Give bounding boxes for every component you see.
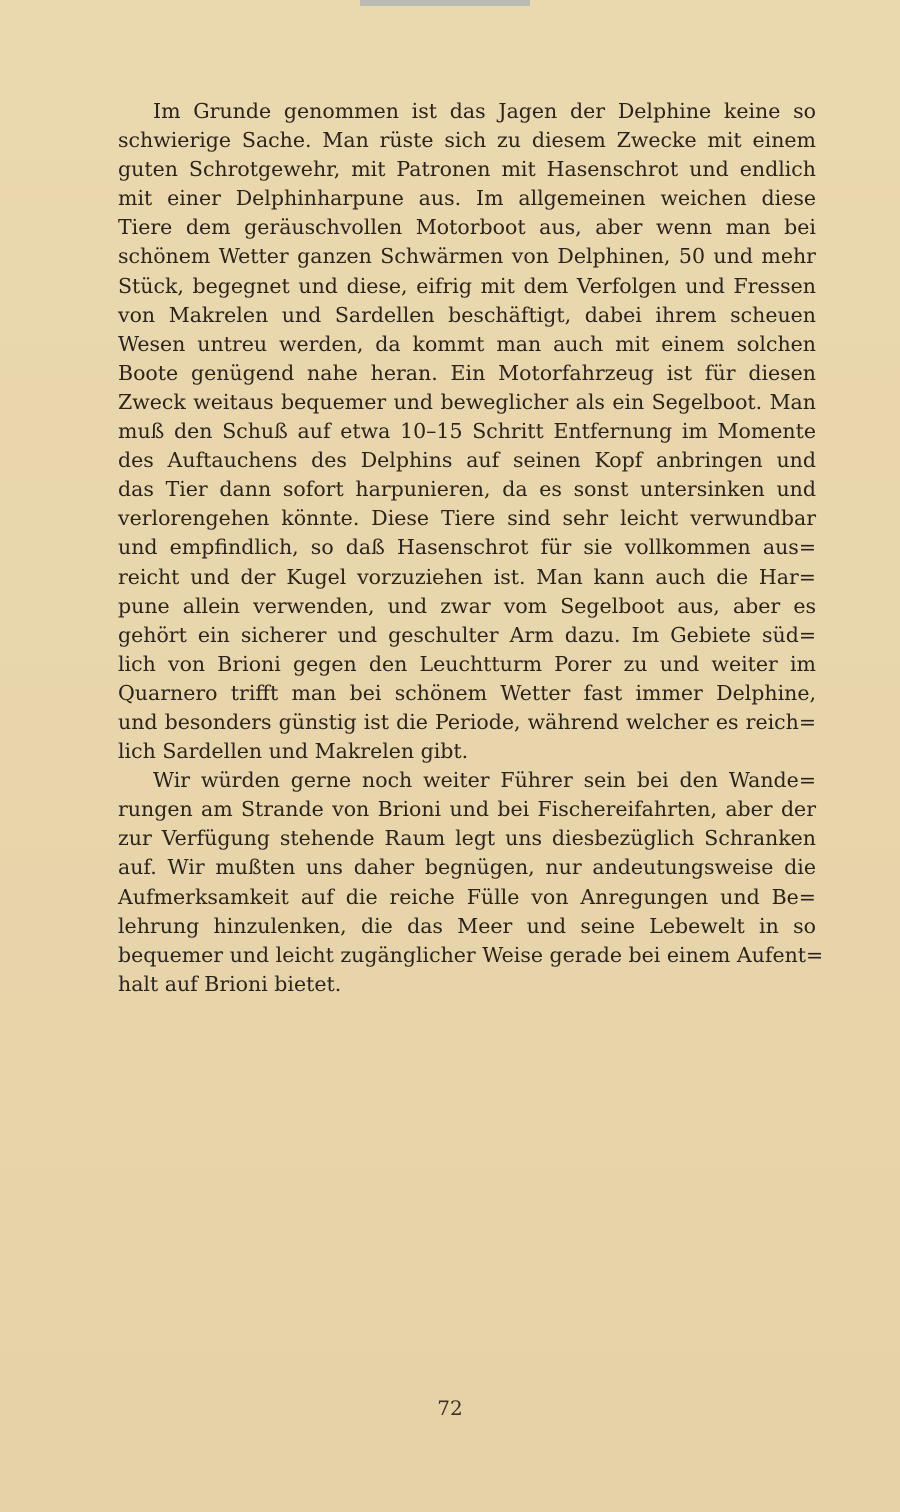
text-line: das Tier dann sofort harpunieren, da es sonst untersinken und	[118, 477, 816, 502]
text-line: mit einer Delphinharpune aus. Im allgemeinen weichen diese	[118, 186, 816, 211]
text-line: des Auftauchens des Delphins auf seinen Kopf anbringen und	[118, 448, 816, 473]
text-line: Stück, begegnet und diese, eifrig mit dem Verfolgen und Fressen	[118, 273, 816, 298]
text-line: lich Sardellen und Makrelen gibt.	[118, 739, 469, 764]
text-line: muß den Schuß auf etwa 10–15 Schritt Entfernung im Momente	[118, 419, 816, 444]
text-line: Tiere dem geräuschvollen Motorboot aus, aber wenn man bei	[118, 215, 816, 240]
text-line: lich von Brioni gegen den Leuchtturm Porer zu und weiter im	[118, 651, 816, 676]
text-line: schwierige Sache. Man rüste sich zu diesem Zwecke mit einem	[118, 128, 816, 153]
page-edge-stain	[360, 0, 530, 6]
body-text	[118, 97, 824, 999]
text-line: Quarnero trifft man bei schönem Wetter fast immer Delphine,	[118, 680, 816, 705]
text-line: Wesen untreu werden, da kommt man auch mit einem solchen	[118, 331, 816, 356]
paragraph-1	[118, 97, 816, 766]
text-line: Zweck weitaus bequemer und beweglicher als ein Segelboot. Man	[118, 389, 816, 414]
text-line: verlorengehen könnte. Diese Tiere sind sehr leicht verwundbar	[118, 506, 816, 531]
text-line: rungen am Strande von Brioni und bei Fischereifahrten, aber der	[118, 797, 816, 822]
text-line: Wir würden gerne noch weiter Führer sein bei den Wande=	[153, 768, 816, 793]
page-number: 72	[437, 1396, 463, 1420]
text-line: bequemer und leicht zugänglicher Weise gerade bei einem Aufent=	[118, 942, 824, 967]
paragraph-2	[118, 766, 824, 999]
text-line: reicht und der Kugel vorzuziehen ist. Man kann auch die Har=	[118, 564, 816, 589]
text-line: pune allein verwenden, und zwar vom Segelboot aus, aber es	[118, 593, 816, 618]
text-line: guten Schrotgewehr, mit Patronen mit Hasenschrot und endlich	[118, 157, 816, 182]
text-line: zur Verfügung stehende Raum legt uns diesbezüglich Schranken	[118, 826, 816, 851]
text-line: und empfindlich, so daß Hasenschrot für sie vollkommen aus=	[118, 535, 816, 560]
text-line: auf. Wir mußten uns daher begnügen, nur andeutungsweise die	[118, 855, 816, 880]
text-line: Im Grunde genommen ist das Jagen der Delphine keine so	[153, 99, 816, 123]
text-line: halt auf Brioni bietet.	[118, 971, 342, 996]
text-line: von Makrelen und Sardellen beschäftigt, dabei ihrem scheuen	[118, 302, 816, 327]
text-line: Boote genügend nahe heran. Ein Motorfahrzeug ist für diesen	[118, 360, 816, 385]
text-line: schönem Wetter ganzen Schwärmen von Delphinen, 50 und mehr	[118, 244, 816, 269]
text-line: lehrung hinzulenken, die das Meer und seine Lebewelt in so	[118, 913, 816, 938]
text-line: Aufmerksamkeit auf die reiche Fülle von Anregungen und Be=	[118, 884, 816, 909]
text-line: und besonders günstig ist die Periode, während welcher es reich=	[118, 709, 816, 734]
text-line: gehört ein sicherer und geschulter Arm dazu. Im Gebiete süd=	[118, 622, 816, 647]
